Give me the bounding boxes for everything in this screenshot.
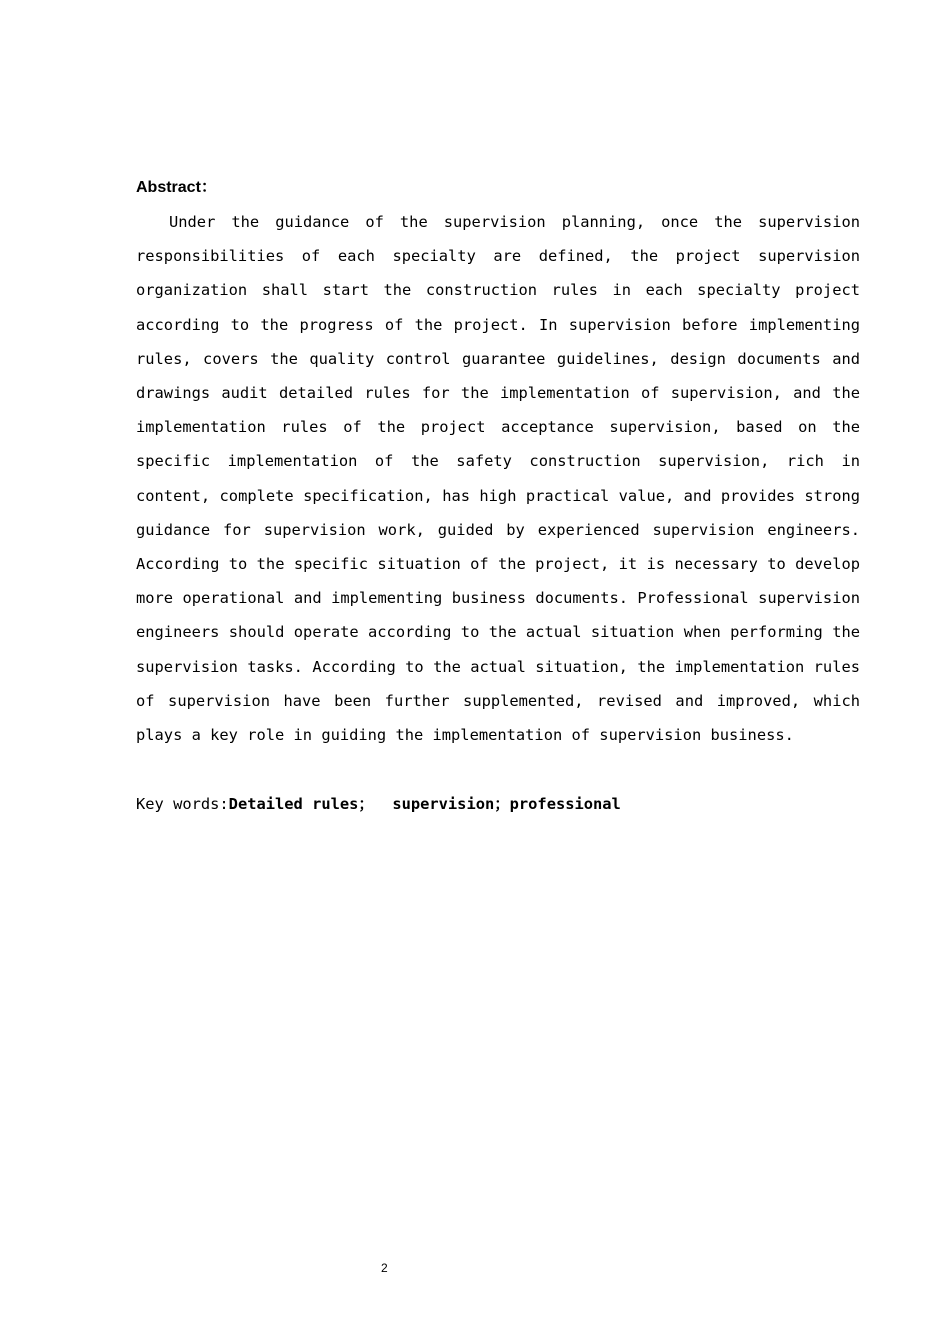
keywords-values: Detailed rules； supervision；professional [228,795,621,813]
page-number: 2 [381,1261,388,1275]
keywords-label: Key words: [136,795,229,813]
abstract-body: Under the guidance of the supervision planning, once the supervision responsibilities of each specialty are defined, the project supervision organization shall start the construction rules in each specialty project according to the progress of the project. In supervision before implementing rules, covers the quality control guarantee guidelines, design documents and drawings audit detailed rules for the implementation of supervision, and the implementation rules of the project acceptance supervision, based on the specific implementation of the safety construction supervision, rich in content, complete specification, has high practical value, and provides strong guidance for supervision work, guided by experienced supervision engineers. According to the specific situation of the project, it is necessary to develop more operational and implementing business documents. Professional supervision engineers should operate according to the actual situation when performing the supervision tasks. According to the actual situation, the implementation rules of supervision have been further supplemented, revised and improved, which plays a key role in guiding the implementation of supervision business. [136,213,860,745]
keywords-line [136,787,621,821]
abstract-heading: Abstract： [136,179,217,196]
